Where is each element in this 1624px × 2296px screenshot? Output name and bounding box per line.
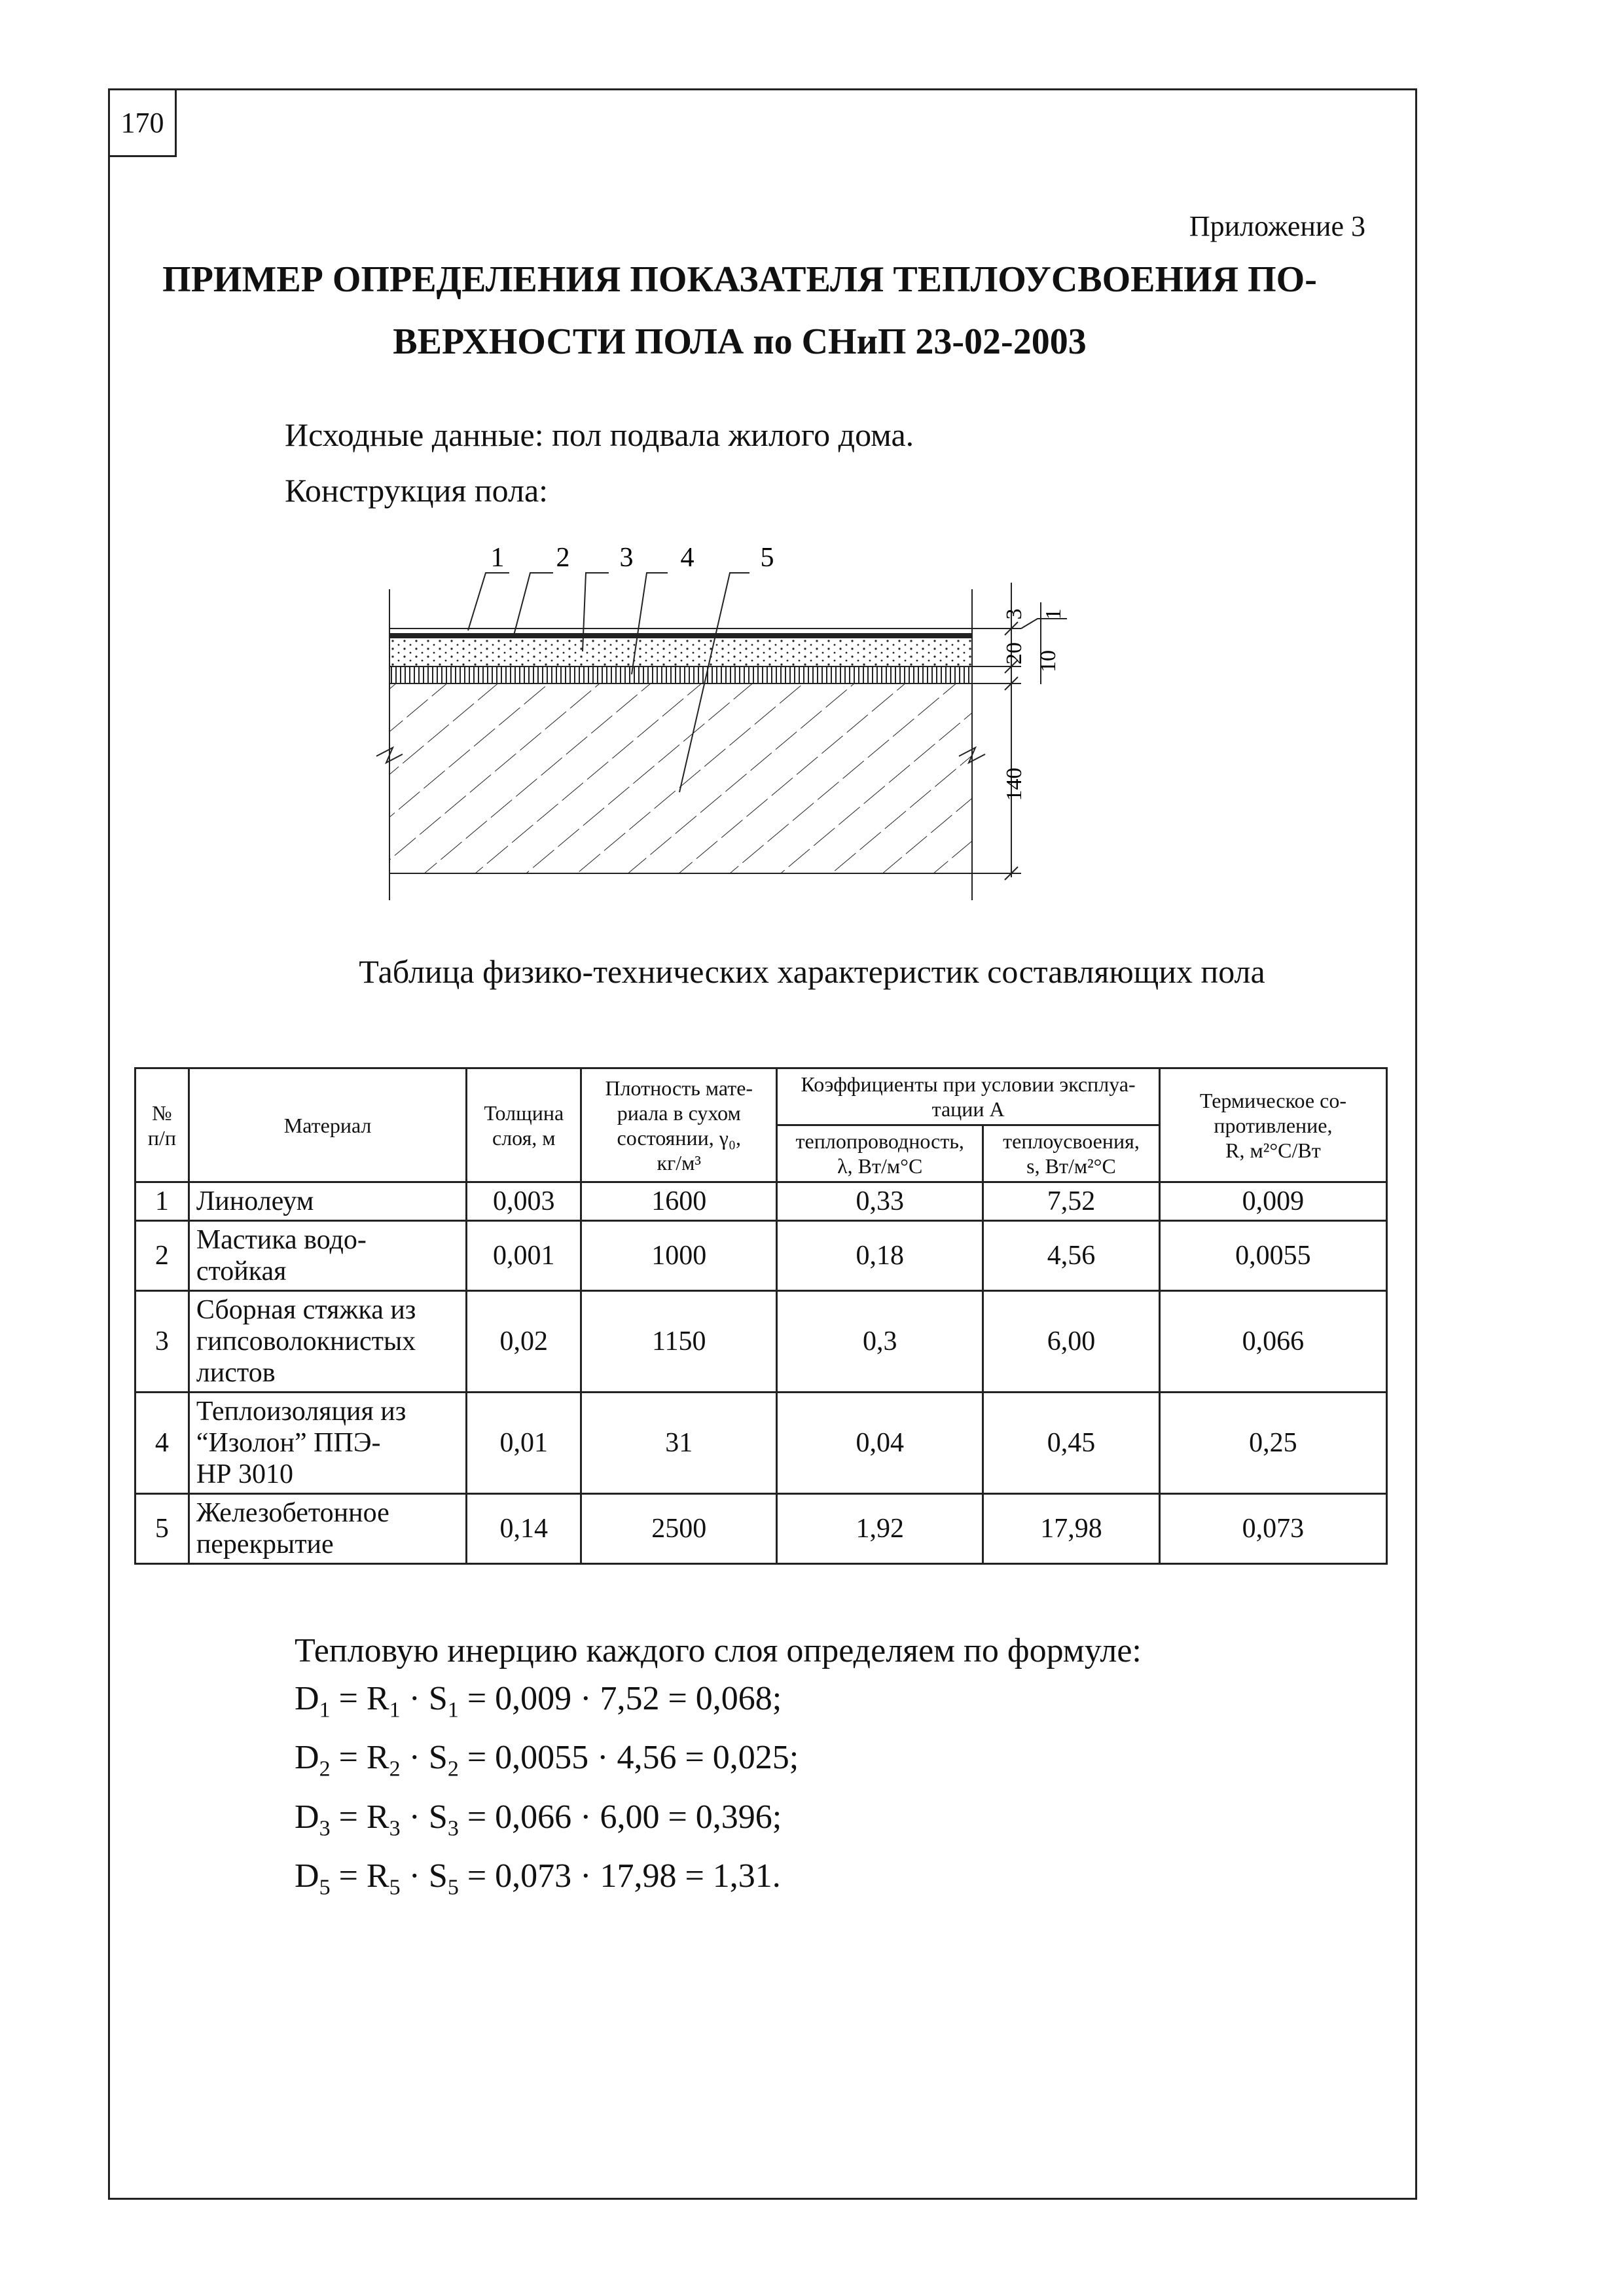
dim-label-3: 3 (1002, 608, 1026, 620)
header-density: Плотность мате- риала в сухом состоянии, γ₀, кг/м³ (581, 1068, 777, 1182)
dim-label-1: 1 (1041, 608, 1066, 620)
table-row: 5 Железобетонное перекрытие 0,14 2500 1,92 17,98 0,073 (135, 1494, 1387, 1564)
floor-construction-diagram (367, 537, 1100, 903)
header-num: № п/п (135, 1068, 189, 1182)
layer-linoleum (389, 629, 972, 634)
construction-label: Конструкция пола: (285, 472, 549, 509)
page-number: 170 (108, 88, 177, 157)
title-line-1: ПРИМЕР ОПРЕДЕЛЕНИЯ ПОКАЗАТЕЛЯ ТЕПЛОУСВОЕНИЯ ПО- (162, 259, 1317, 300)
dim-label-140: 140 (1002, 767, 1026, 801)
table-caption: Таблица физико-технических характеристик составляющих пола (359, 953, 1265, 990)
formula-line: $D_5 = R_5 \cdot S_5 = 0,073 \cdot 17,98 = 1,31$. (295, 1857, 781, 1900)
header-coefficients: Коэффициенты при условии эксплуа- тации А (777, 1068, 1160, 1125)
title-line-2: ВЕРХНОСТИ ПОЛА по СНиП 23-02-2003 (393, 321, 1087, 362)
formula-intro: Тепловую инерцию каждого слоя определяем по формуле: (295, 1632, 1142, 1669)
header-resistance: Термическое со- противление, R, м²°С/Вт (1159, 1068, 1386, 1182)
table-row: 1 Линолеум 0,003 1600 0,33 7,52 0,009 (135, 1182, 1387, 1221)
appendix-label: Приложение 3 (1189, 210, 1365, 242)
page-title (151, 249, 1329, 373)
header-absorption: теплоусвоения, s, Вт/м²°С (983, 1125, 1160, 1182)
properties-table (134, 1067, 1388, 1565)
formula-line: $D_3 = R_3 \cdot S_3 = 0,066 \cdot 6,00 = 0,396$; (295, 1798, 782, 1841)
leader-1 (468, 573, 509, 630)
dim-label-10: 10 (1036, 650, 1060, 672)
formula-line: $D_2 = R_2 \cdot S_2 = 0,0055 \cdot 4,56 = 0,025$; (295, 1739, 799, 1781)
header-material: Материал (189, 1068, 467, 1182)
layer-label-4: 4 (680, 543, 695, 573)
table-row: 2 Мастика водо- стойкая 0,001 1000 0,18 4,56 0,0055 (135, 1221, 1387, 1291)
layer-label-1: 1 (490, 543, 505, 573)
layer-label-3: 3 (619, 543, 634, 573)
source-data-text: Исходные данные: пол подвала жилого дома. (285, 416, 914, 453)
layer-label-5: 5 (760, 543, 774, 573)
layer-screed (389, 638, 972, 666)
header-thickness: Толщина слоя, м (467, 1068, 581, 1182)
formulas-block (295, 1627, 1142, 1912)
dim-label-20: 20 (1002, 642, 1026, 665)
layer-insulation (389, 666, 972, 683)
table-row: 3 Сборная стяжка из гипсоволокнистых листов 0,02 1150 0,3 6,00 0,066 (135, 1291, 1387, 1393)
table-row: 4 Теплоизоляция из “Изолон” ППЭ- НР 3010 0,01 31 0,04 0,45 0,25 (135, 1393, 1387, 1494)
header-conductivity: теплопроводность, λ, Вт/м°С (777, 1125, 983, 1182)
layer-label-2: 2 (556, 543, 570, 573)
leader-2 (514, 573, 553, 635)
layer-concrete-slab (389, 683, 972, 873)
formula-line: $D_1 = R_1 \cdot S_1 = 0,009 \cdot 7,52 = 0,068$; (295, 1680, 782, 1722)
